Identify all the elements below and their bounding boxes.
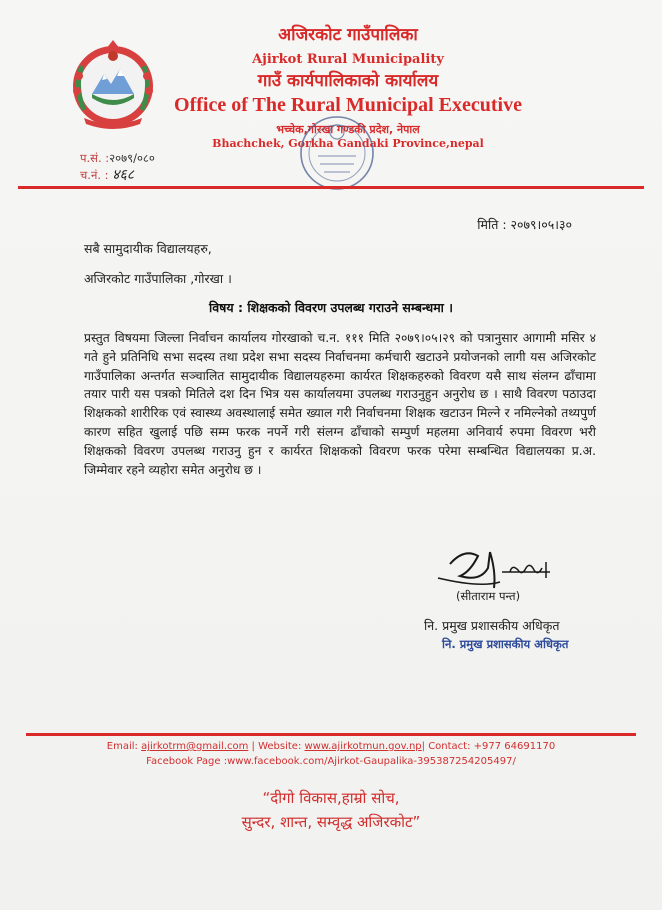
cn-line [80, 167, 155, 184]
website-label: | Website: [248, 741, 305, 752]
motto-line-2: सुन्दर, शान्त, सम्वृद्ध अजिरकोट” [241, 813, 421, 831]
address-nepali: भच्चेक,गोरखा गण्डकी प्रदेश, नेपाल [276, 123, 420, 136]
footer-facebook-line: Facebook Page :www.facebook.com/Ajirkot-Gaupalika-395387254205497/ [146, 756, 516, 767]
motto-line-1: “दीगो विकास,हाम्रो सोच, [262, 789, 400, 807]
letter-subject: विषय : शिक्षकको विवरण उपलब्ध गराउने सम्बन्धमा । [208, 300, 453, 315]
email-label: Email: [106, 741, 142, 752]
header-divider [18, 186, 644, 189]
email-link[interactable]: ajirkotrm@gmail.com [141, 741, 249, 752]
recipient-line-2: अजिरकोट गाउँपालिका ,गोरखा । [84, 271, 232, 286]
signatory-title-stamp: नि. प्रमुख प्रशासकीय अधिकृत [442, 637, 569, 651]
letter-date: मिति : २०७९।०५।३० [477, 217, 572, 232]
signatory-title: नि. प्रमुख प्रशासकीय अधिकृत [424, 618, 560, 633]
reference-numbers [80, 150, 155, 184]
nepal-emblem-icon [62, 36, 164, 132]
office-name-nepali: गाउँ कार्यपालिकाको कार्यालय [257, 71, 439, 91]
address-english: Bhachchek, Gorkha Gandaki Province,nepal [212, 137, 484, 150]
signatory-name: (सीताराम पन्त) [456, 589, 521, 603]
recipient-line-1: सबै सामुदायीक विद्यालयहरु, [84, 241, 212, 256]
website-link[interactable]: www.ajirkotmun.gov.np [304, 741, 422, 752]
contact-text: | Contact: +977 64691170 [421, 741, 556, 752]
footer-contact-line [0, 741, 662, 752]
ps-value: २०७९/०८० [109, 151, 155, 165]
cn-label: च.नं. : [80, 168, 109, 182]
municipality-name-nepali: अजिरकोट गाउँपालिका [278, 25, 418, 45]
office-seal-stamp-icon [296, 112, 378, 194]
office-name-english: Office of The Rural Municipal Executive [174, 94, 522, 116]
letter-body: प्रस्तुत विषयमा जिल्ला निर्वाचन कार्यालय गोरखाको च.न. १११ मिति २०७९।०५।२९ को पत्रानुसार आगामी मसिर ४ गते हुने प्रतिनिधि सभा सदस्य तथा प्रदेश सभा सदस्य निर्वाचनमा कर्मचारी खटाउने प्रयोजनको लागी यस अजिरकोट गाउँपालिका अन्तर्गत सञ्चालित सामुदायीक विद्यालयहरुमा कार्यरत शिक्षकहरुको विवरण यसै साथ संलग्न ढाँचामा तयार पारी यस पत्रको मितिले दश दिन भित्र यस कार्यालयमा उपलब्ध गराउनुहुन अनुरोध छ । साथै विवरण पठाउदा शिक्षकको शारीरिक एवं स्वास्थ्य अवस्थालाई समेत ख्याल गरी निर्वाचनमा शिक्षक खटाउन मिल्ने र नमिल्नेको तथ्यपुर्ण कारण सहित खुलाई पछि सम्म फरक नपर्ने गरी संलग्न ढाँचाको सम्पुर्ण महलमा अनिवार्य रुपमा विवरण भरी शिक्षकको विवरण उपलब्ध गराउनु हुन र कार्यरत शिक्षकको विवरण फरक परेमा सम्बन्धित विद्यालयका प्र.अ. जिम्मेवार रहने व्यहोरा समेत अनुरोध छ । [84, 331, 596, 477]
cn-value: ४६८ [112, 167, 135, 183]
ps-line [80, 150, 155, 167]
ps-label: प.सं. : [80, 151, 110, 165]
footer-divider [26, 733, 636, 736]
municipality-name-english: Ajirkot Rural Municipality [252, 52, 444, 67]
